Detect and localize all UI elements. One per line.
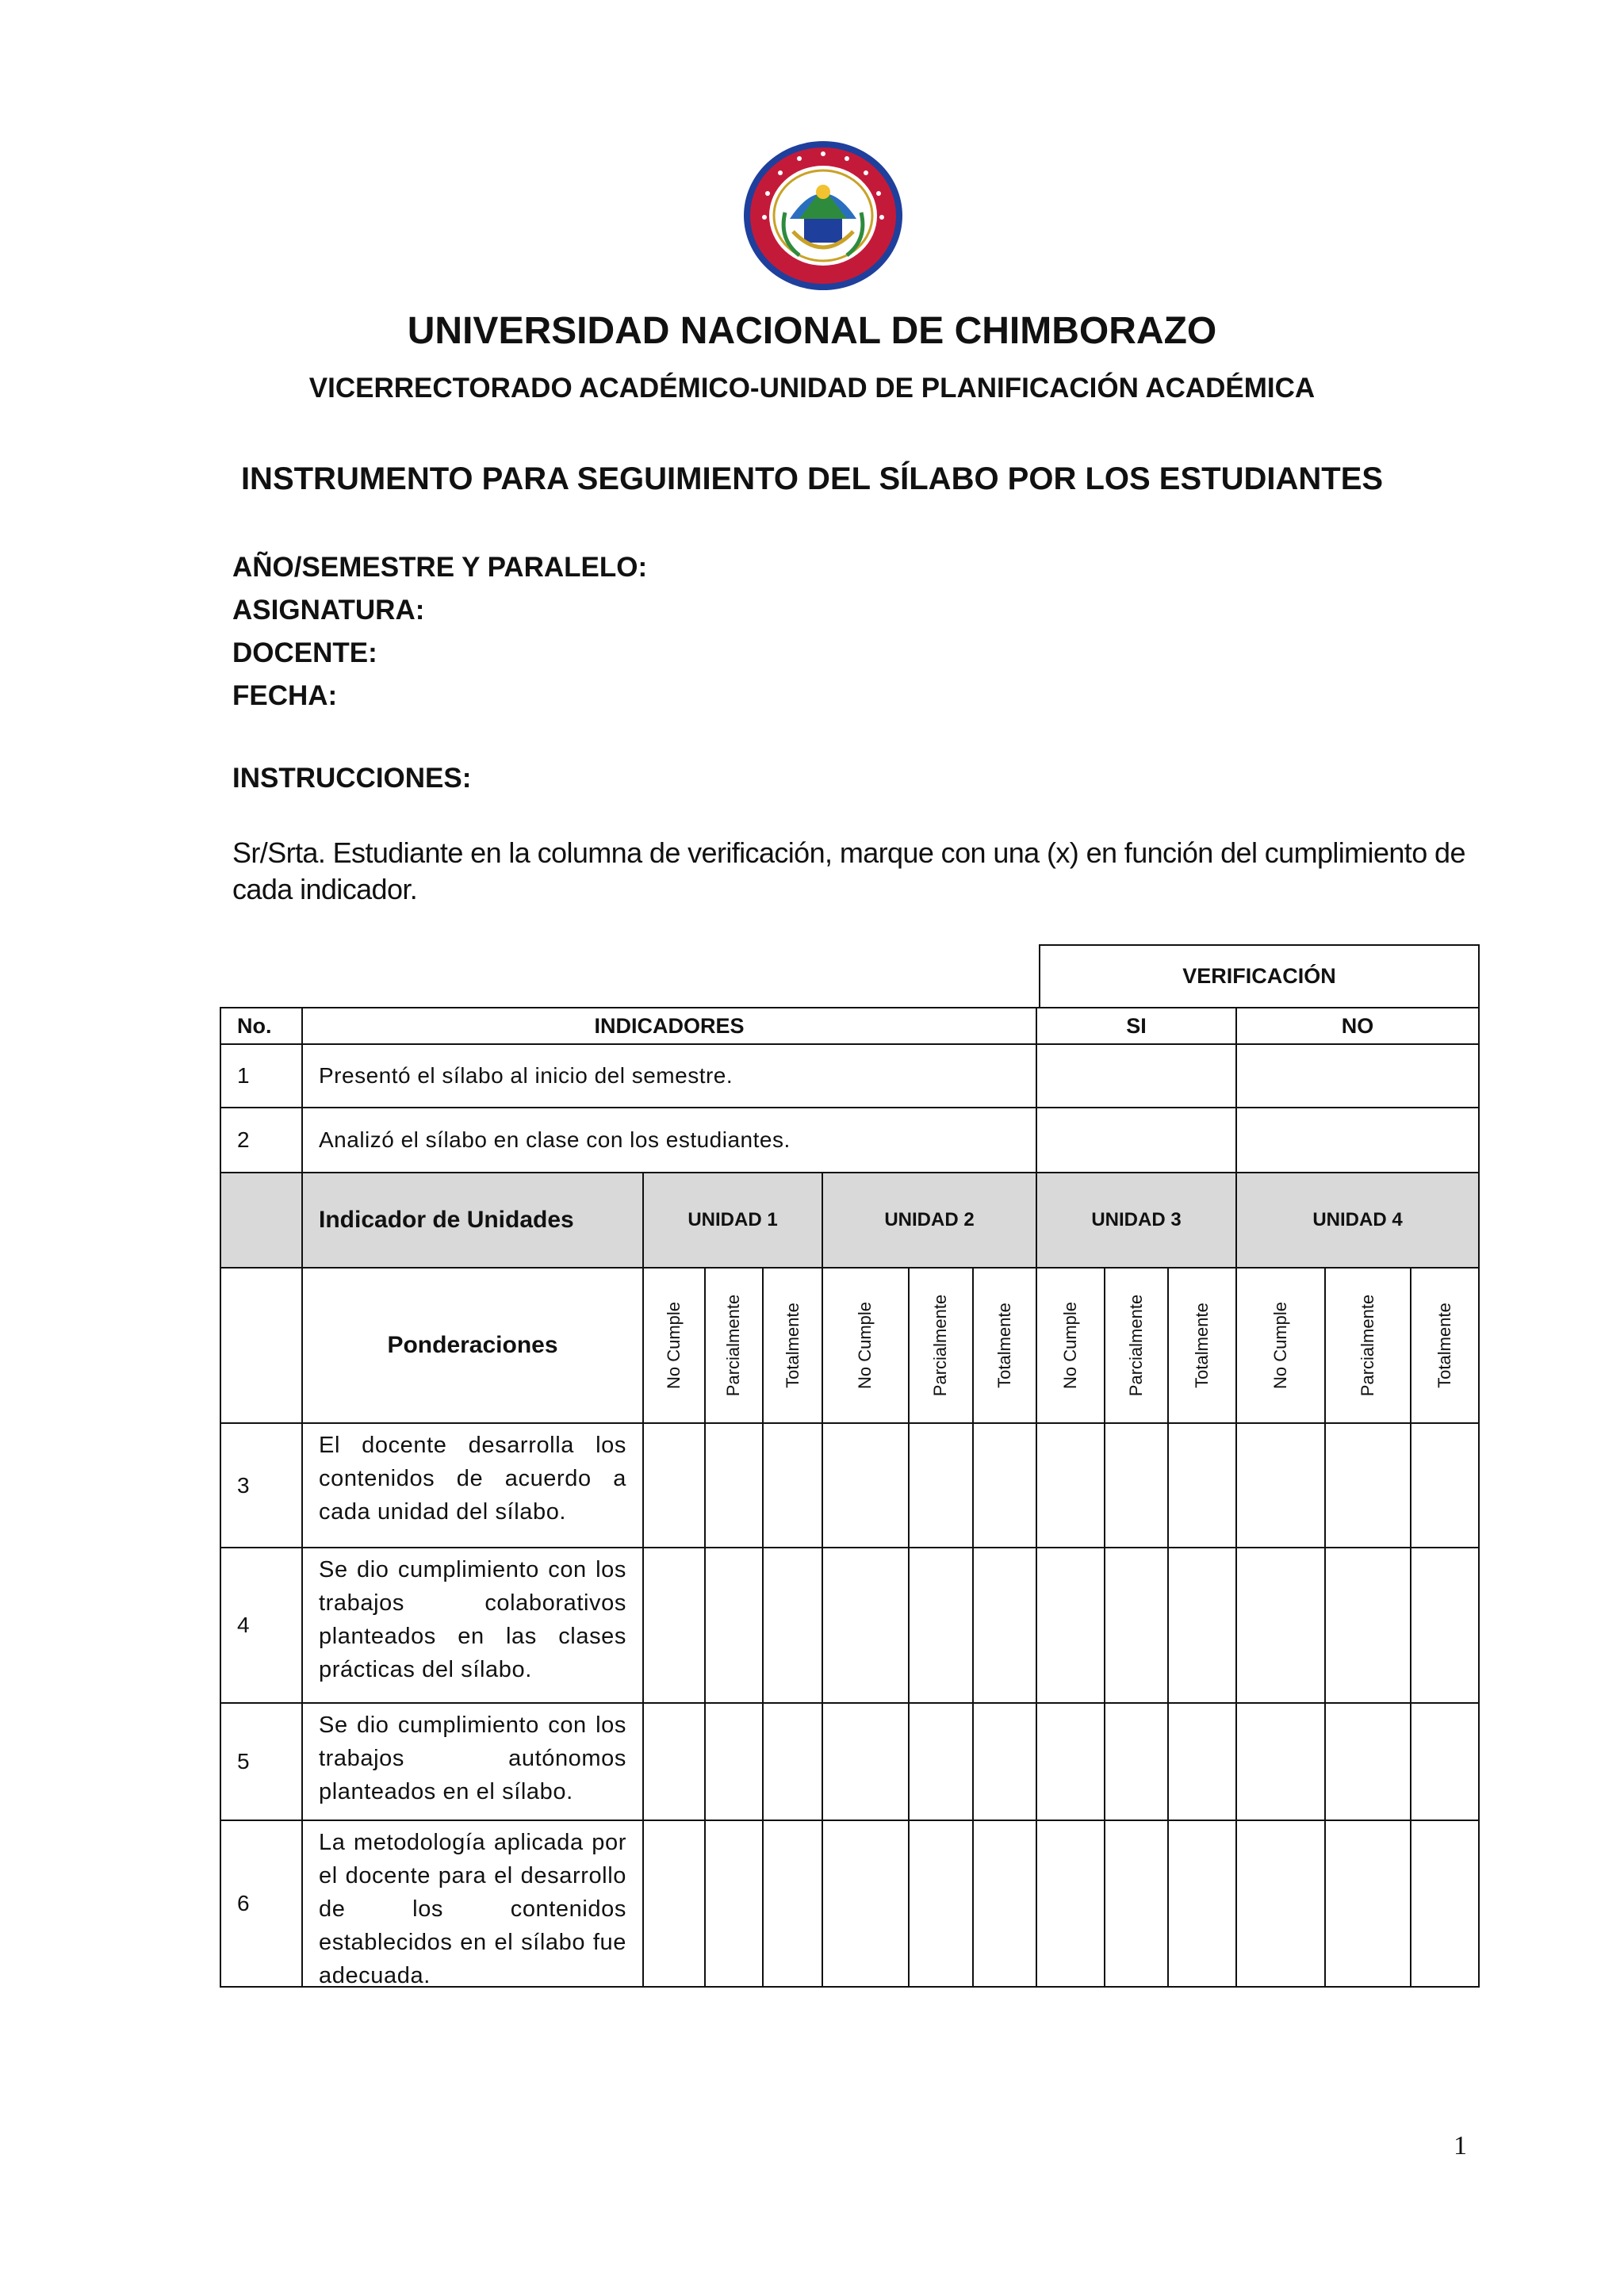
document-title: INSTRUMENTO PARA SEGUIMIENTO DEL SÍLABO POR LOS ESTUDIANTES (240, 461, 1384, 496)
page-number: 1 (1454, 2131, 1467, 2160)
indicator-text: Se dio cumplimiento con los trabajos autónomos planteados en el sílabo. (301, 1702, 644, 1821)
rating-header-parcialmente: Parcialmente (1324, 1267, 1411, 1424)
field-label-date: FECHA: (232, 680, 338, 711)
rating-header-parcialmente: Parcialmente (908, 1267, 974, 1424)
rating-cell-unit1-parcialmente[interactable] (704, 1422, 764, 1548)
rating-cell-unit1-no-cumple[interactable] (642, 1422, 706, 1548)
rating-header-totalmente: Totalmente (1167, 1267, 1237, 1424)
indicator-text: El docente desarrolla los contenidos de acuerdo a cada unidad del sílabo. (301, 1422, 644, 1548)
checkbox-cell-no[interactable] (1235, 1107, 1480, 1173)
rating-cell-unit3-parcialmente[interactable] (1104, 1422, 1169, 1548)
rating-cell-unit2-parcialmente[interactable] (908, 1547, 974, 1704)
rating-cell-unit1-parcialmente[interactable] (704, 1702, 764, 1821)
rating-cell-unit2-totalmente[interactable] (972, 1820, 1037, 1988)
rating-cell-unit1-totalmente[interactable] (762, 1702, 823, 1821)
field-label-subject: ASIGNATURA: (232, 595, 425, 626)
rating-cell-unit2-parcialmente[interactable] (908, 1422, 974, 1548)
rating-cell-unit1-parcialmente[interactable] (704, 1820, 764, 1988)
rating-cell-unit3-no-cumple[interactable] (1036, 1820, 1105, 1988)
rating-cell-unit1-totalmente[interactable] (762, 1820, 823, 1988)
units-header-blank (220, 1172, 303, 1269)
field-label-teacher: DOCENTE: (232, 637, 377, 668)
rating-header-no-cumple: No Cumple (1235, 1267, 1326, 1424)
row-number: 3 (220, 1422, 303, 1548)
checkbox-cell-si[interactable] (1036, 1043, 1237, 1108)
ponderaciones-blank (220, 1267, 303, 1424)
rating-cell-unit2-totalmente[interactable] (972, 1702, 1037, 1821)
rating-cell-unit2-no-cumple[interactable] (822, 1820, 910, 1988)
rating-cell-unit4-parcialmente[interactable] (1324, 1547, 1411, 1704)
indicator-text: Analizó el sílabo en clase con los estudiantes. (301, 1107, 1037, 1173)
rating-cell-unit2-parcialmente[interactable] (908, 1702, 974, 1821)
column-header-indicators: INDICADORES (301, 1007, 1037, 1045)
instructions-heading: INSTRUCCIONES: (232, 763, 472, 794)
rating-cell-unit4-totalmente[interactable] (1410, 1547, 1480, 1704)
field-label-year-semester: AÑO/SEMESTRE Y PARALELO: (232, 552, 648, 583)
rating-cell-unit3-parcialmente[interactable] (1104, 1820, 1169, 1988)
rating-header-no-cumple: No Cumple (1036, 1267, 1105, 1424)
verification-header: VERIFICACIÓN (1039, 944, 1480, 1008)
row-number: 4 (220, 1547, 303, 1704)
column-header-number: No. (220, 1007, 303, 1045)
indicator-text: La metodología aplicada por el docente para el desarrollo de los contenidos establecidos en el sílabo fue adecuada. (301, 1820, 644, 1988)
rating-cell-unit2-no-cumple[interactable] (822, 1547, 910, 1704)
indicator-text: Presentó el sílabo al inicio del semestre. (301, 1043, 1037, 1108)
rating-cell-unit2-totalmente[interactable] (972, 1547, 1037, 1704)
rating-cell-unit4-parcialmente[interactable] (1324, 1422, 1411, 1548)
rating-cell-unit4-no-cumple[interactable] (1235, 1422, 1326, 1548)
rating-cell-unit3-totalmente[interactable] (1167, 1422, 1237, 1548)
rating-header-no-cumple: No Cumple (822, 1267, 910, 1424)
row-number: 2 (220, 1107, 303, 1173)
rating-cell-unit3-totalmente[interactable] (1167, 1820, 1237, 1988)
units-indicator-header: Indicador de Unidades (301, 1172, 644, 1269)
rating-cell-unit4-no-cumple[interactable] (1235, 1547, 1326, 1704)
rating-header-parcialmente: Parcialmente (1104, 1267, 1169, 1424)
rating-cell-unit2-no-cumple[interactable] (822, 1422, 910, 1548)
rating-cell-unit4-no-cumple[interactable] (1235, 1820, 1326, 1988)
rating-header-totalmente: Totalmente (762, 1267, 823, 1424)
rating-cell-unit4-totalmente[interactable] (1410, 1422, 1480, 1548)
row-number: 6 (220, 1820, 303, 1988)
rating-cell-unit2-parcialmente[interactable] (908, 1820, 974, 1988)
rating-header-totalmente: Totalmente (972, 1267, 1037, 1424)
rating-cell-unit1-no-cumple[interactable] (642, 1820, 706, 1988)
unit-header-2: UNIDAD 2 (822, 1172, 1037, 1269)
rating-cell-unit2-totalmente[interactable] (972, 1422, 1037, 1548)
unit-header-4: UNIDAD 4 (1235, 1172, 1480, 1269)
unit-header-3: UNIDAD 3 (1036, 1172, 1237, 1269)
rating-cell-unit3-parcialmente[interactable] (1104, 1547, 1169, 1704)
rating-header-no-cumple: No Cumple (642, 1267, 706, 1424)
rating-cell-unit1-totalmente[interactable] (762, 1422, 823, 1548)
rating-cell-unit4-totalmente[interactable] (1410, 1702, 1480, 1821)
column-header-no: NO (1235, 1007, 1480, 1045)
rating-cell-unit3-no-cumple[interactable] (1036, 1422, 1105, 1548)
unit-header-1: UNIDAD 1 (642, 1172, 823, 1269)
rating-cell-unit1-totalmente[interactable] (762, 1547, 823, 1704)
rating-header-parcialmente: Parcialmente (704, 1267, 764, 1424)
university-seal-logo (737, 136, 909, 295)
department-subtitle: VICERRECTORADO ACADÉMICO-UNIDAD DE PLANIFICACIÓN ACADÉMICA (308, 373, 1316, 404)
rating-cell-unit1-no-cumple[interactable] (642, 1702, 706, 1821)
checkbox-cell-no[interactable] (1235, 1043, 1480, 1108)
indicator-text: Se dio cumplimiento con los trabajos colaborativos planteados en las clases prácticas del sílabo. (301, 1547, 644, 1704)
rating-header-totalmente: Totalmente (1410, 1267, 1480, 1424)
rating-cell-unit4-no-cumple[interactable] (1235, 1702, 1326, 1821)
checkbox-cell-si[interactable] (1036, 1107, 1237, 1173)
rating-cell-unit3-totalmente[interactable] (1167, 1702, 1237, 1821)
column-header-si: SI (1036, 1007, 1237, 1045)
row-number: 1 (220, 1043, 303, 1108)
row-number: 5 (220, 1702, 303, 1821)
rating-cell-unit4-parcialmente[interactable] (1324, 1820, 1411, 1988)
rating-cell-unit1-parcialmente[interactable] (704, 1547, 764, 1704)
rating-cell-unit3-totalmente[interactable] (1167, 1547, 1237, 1704)
rating-cell-unit1-no-cumple[interactable] (642, 1547, 706, 1704)
rating-cell-unit2-no-cumple[interactable] (822, 1702, 910, 1821)
rating-cell-unit3-no-cumple[interactable] (1036, 1702, 1105, 1821)
ponderaciones-label: Ponderaciones (301, 1267, 644, 1424)
rating-cell-unit3-parcialmente[interactable] (1104, 1702, 1169, 1821)
rating-cell-unit3-no-cumple[interactable] (1036, 1547, 1105, 1704)
university-title: UNIVERSIDAD NACIONAL DE CHIMBORAZO (407, 310, 1217, 352)
rating-cell-unit4-parcialmente[interactable] (1324, 1702, 1411, 1821)
rating-cell-unit4-totalmente[interactable] (1410, 1820, 1480, 1988)
instructions-text: Sr/Srta. Estudiante en la columna de verificación, marque con una (x) en función del cumplimiento de cada indicador. (232, 836, 1465, 905)
